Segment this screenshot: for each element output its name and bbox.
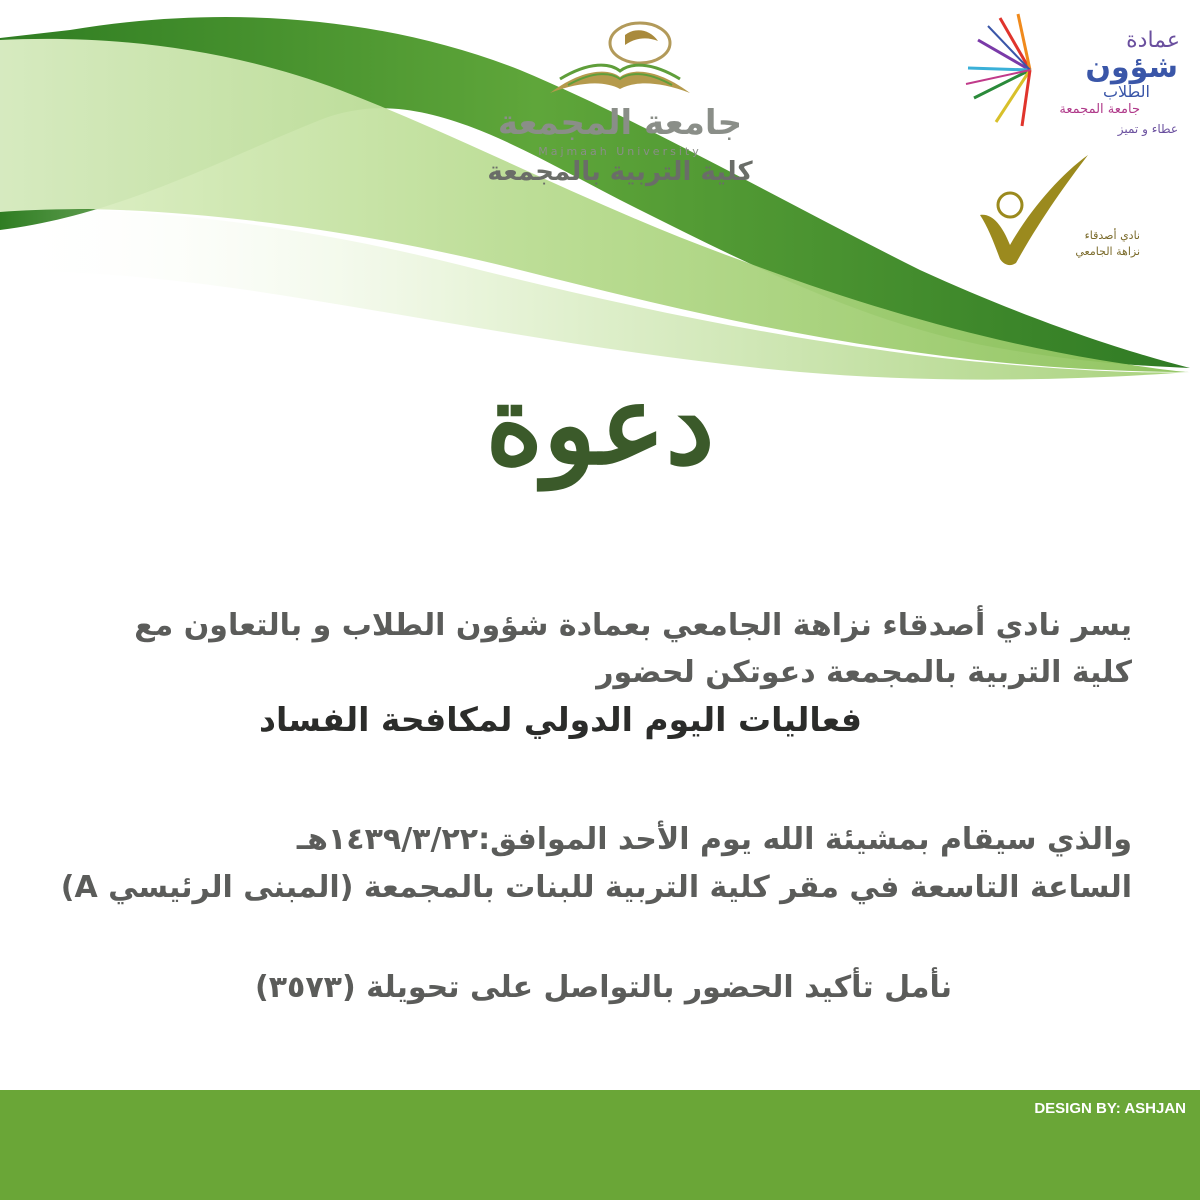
university-logo <box>470 15 770 185</box>
club-name-line1: نادي أصدقاء <box>1084 229 1140 242</box>
invitation-line-2: كلية التربية بالمجمعة دعوتكن لحضور <box>596 655 1132 690</box>
university-name-english: Majmaah University <box>538 145 702 158</box>
invitation-line-1: يسر نادي أصدقاء نزاهة الجامعي بعمادة شؤون الطلاب و بالتعاون مع <box>134 608 1132 643</box>
starburst-icon <box>960 10 1050 130</box>
deanship-title: عمادة <box>1126 28 1180 53</box>
college-name: كلية التربية بالمجمعة <box>487 157 753 187</box>
checkmark-icon <box>970 155 1090 275</box>
deanship-main-word: شؤون <box>1085 50 1178 85</box>
deanship-university: جامعة المجمعة <box>1059 102 1140 117</box>
rsvp-line: نأمل تأكيد الحضور بالتواصل على تحويلة (٣٥٧٣) <box>255 970 952 1005</box>
designer-credit: DESIGN BY: ASHJAN <box>1034 1100 1186 1117</box>
student-affairs-deanship-logo <box>960 10 1190 140</box>
university-name-arabic: جامعة المجمعة <box>497 103 743 143</box>
open-book-icon <box>540 15 700 105</box>
club-name-line2: نزاهة الجامعي <box>1075 245 1140 258</box>
invitation-heading <box>420 340 780 550</box>
deanship-slogan: عطاء و تميز <box>1117 122 1178 136</box>
event-location-line: الساعة التاسعة في مقر كلية التربية للبنات بالمجمعة (المبنى الرئيسي A) <box>60 870 1132 905</box>
integrity-club-logo <box>970 155 1170 275</box>
event-date-line: والذي سيقام بمشيئة الله يوم الأحد الموافق:١٤٣٩/٣/٢٢هـ <box>296 822 1132 857</box>
deanship-sub-word: الطلاب <box>1102 82 1150 101</box>
event-title: فعاليات اليوم الدولي لمكافحة الفساد <box>259 700 862 739</box>
footer-bar <box>0 1090 1200 1200</box>
invitation-heading-text: دعوة <box>485 360 715 489</box>
